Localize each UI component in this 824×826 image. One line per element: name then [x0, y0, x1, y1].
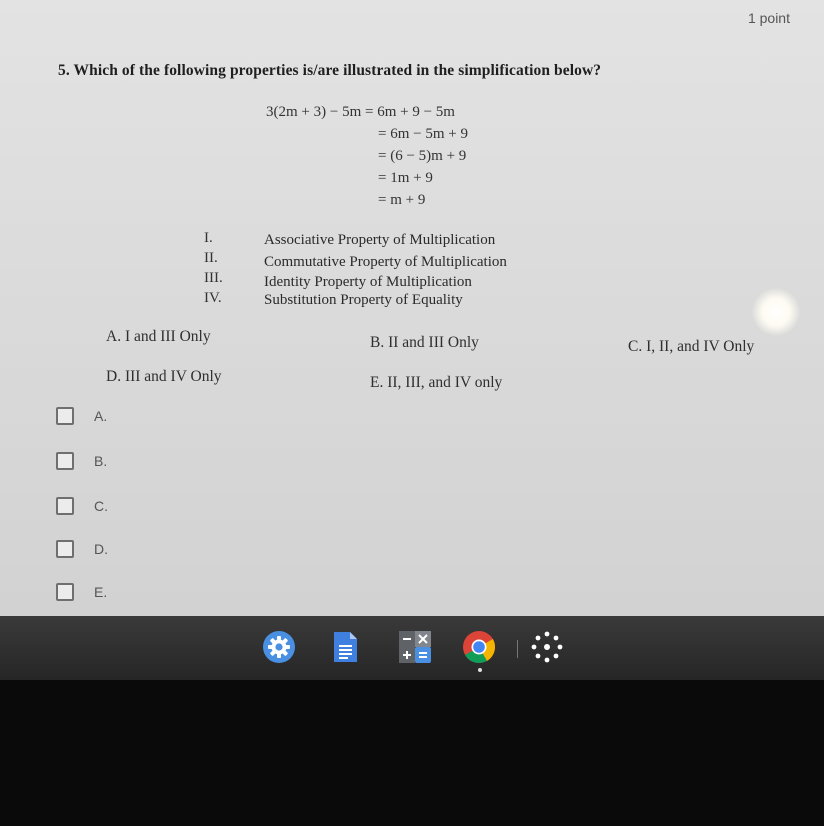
checkbox-square[interactable] — [56, 583, 74, 601]
option-a-checkbox[interactable] — [56, 404, 107, 428]
property-numeral: III. — [204, 270, 223, 286]
choice-e-text: E. II, III, and IV only — [370, 374, 503, 391]
checkbox-square[interactable] — [56, 497, 74, 515]
docs-icon[interactable] — [330, 630, 360, 664]
shelf-divider — [517, 640, 518, 658]
option-b-label: B. — [94, 453, 108, 469]
choice-c-text: C. I, II, and IV Only — [628, 338, 755, 355]
equation-line: = (6 − 5)m + 9 — [378, 148, 467, 164]
property-numeral: IV. — [204, 290, 222, 306]
choice-d-text: D. III and IV Only — [106, 368, 222, 385]
property-numeral: II. — [204, 250, 218, 266]
points-label: 1 point — [747, 10, 790, 26]
screen-bezel — [0, 680, 824, 826]
choice-b-text: B. II and III Only — [370, 334, 479, 351]
option-a-label: A. — [94, 408, 108, 424]
property-name: Identity Property of Multiplication — [264, 274, 472, 290]
option-b-checkbox[interactable] — [56, 449, 107, 473]
option-e-checkbox[interactable] — [56, 580, 107, 604]
equation-line: = 6m − 5m + 9 — [378, 126, 468, 142]
equation-line: 3(2m + 3) − 5m = 6m + 9 − 5m — [266, 104, 455, 120]
checkbox-square[interactable] — [56, 407, 74, 425]
launcher-icon[interactable] — [530, 630, 564, 664]
choice-a-text: A. I and III Only — [106, 328, 211, 345]
equation-line: = m + 9 — [378, 192, 426, 208]
screen-glare — [752, 288, 800, 336]
checkbox-square[interactable] — [56, 452, 74, 470]
chrome-icon[interactable] — [462, 630, 496, 664]
option-d-label: D. — [94, 541, 108, 557]
question-text: 5. Which of the following properties is/are illustrated in the simplification below? — [58, 62, 602, 79]
property-numeral: I. — [204, 230, 213, 246]
property-name: Associative Property of Multiplication — [264, 232, 496, 248]
option-d-checkbox[interactable] — [56, 537, 108, 561]
settings-icon[interactable] — [262, 630, 296, 664]
property-name: Substitution Property of Equality — [264, 292, 463, 308]
active-app-indicator — [478, 668, 482, 672]
option-c-label: C. — [94, 498, 108, 514]
calculator-icon[interactable] — [398, 630, 432, 664]
option-c-checkbox[interactable] — [56, 494, 108, 518]
option-e-label: E. — [94, 584, 108, 600]
checkbox-square[interactable] — [56, 540, 74, 558]
property-name: Commutative Property of Multiplication — [264, 254, 507, 270]
equation-line: = 1m + 9 — [378, 170, 433, 186]
